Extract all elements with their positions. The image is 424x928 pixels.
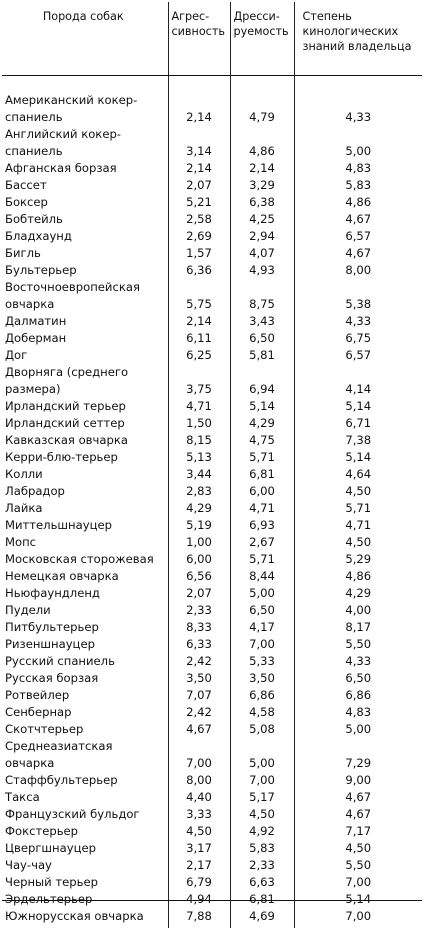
trainability-cell: 5,00	[230, 738, 294, 772]
table-row	[2, 738, 422, 772]
table-row	[2, 789, 422, 806]
header-aggression: Агрес- сивность	[168, 2, 230, 76]
breed-name-cell: Чау-чау	[2, 857, 168, 874]
aggression-cell: 6,33	[168, 636, 230, 653]
trainability-cell: 4,75	[230, 432, 294, 449]
table-row	[2, 330, 422, 347]
aggression-cell: 5,19	[168, 517, 230, 534]
aggression-cell: 5,75	[168, 279, 230, 313]
table-row	[2, 568, 422, 585]
table-row	[2, 619, 422, 636]
owner-knowledge-cell: 5,50	[294, 857, 422, 874]
trainability-cell: 4,86	[230, 126, 294, 160]
table-row	[2, 160, 422, 177]
breed-name-cell: Восточноевропейская овчарка	[2, 279, 168, 313]
owner-knowledge-cell: 6,50	[294, 670, 422, 687]
breed-name-cell: Фокстерьер	[2, 823, 168, 840]
table-row	[2, 194, 422, 211]
table-row	[2, 636, 422, 653]
trainability-cell: 6,81	[230, 891, 294, 908]
table-row	[2, 602, 422, 619]
owner-knowledge-cell: 5,83	[294, 177, 422, 194]
aggression-cell: 2,07	[168, 585, 230, 602]
breed-name-cell: Бобтейль	[2, 211, 168, 228]
aggression-cell: 2,17	[168, 857, 230, 874]
trainability-cell: 5,71	[230, 449, 294, 466]
trainability-cell: 7,00	[230, 772, 294, 789]
aggression-cell: 2,14	[168, 160, 230, 177]
table-row	[2, 857, 422, 874]
owner-knowledge-cell: 4,33	[294, 76, 422, 127]
breed-name-cell: Французский бульдог	[2, 806, 168, 823]
owner-knowledge-cell: 5,00	[294, 721, 422, 738]
trainability-cell: 6,38	[230, 194, 294, 211]
owner-knowledge-cell: 7,00	[294, 874, 422, 891]
trainability-cell: 4,29	[230, 415, 294, 432]
trainability-cell: 4,92	[230, 823, 294, 840]
trainability-cell: 4,69	[230, 908, 294, 928]
trainability-cell: 6,86	[230, 687, 294, 704]
owner-knowledge-cell: 4,83	[294, 704, 422, 721]
trainability-cell: 7,00	[230, 636, 294, 653]
header-row	[2, 2, 422, 76]
aggression-cell: 3,44	[168, 466, 230, 483]
aggression-cell: 6,36	[168, 262, 230, 279]
breed-name-cell: Дворняга (среднего размера)	[2, 364, 168, 398]
table-row	[2, 415, 422, 432]
table-row	[2, 279, 422, 313]
owner-knowledge-cell: 6,71	[294, 415, 422, 432]
owner-knowledge-cell: 4,67	[294, 806, 422, 823]
trainability-cell: 4,50	[230, 806, 294, 823]
table-row	[2, 823, 422, 840]
breed-name-cell: Питбультерьер	[2, 619, 168, 636]
owner-knowledge-cell: 8,00	[294, 262, 422, 279]
table-row	[2, 347, 422, 364]
breed-name-cell: Среднеазиатская овчарка	[2, 738, 168, 772]
aggression-cell: 3,17	[168, 840, 230, 857]
trainability-cell: 3,50	[230, 670, 294, 687]
owner-knowledge-cell: 4,33	[294, 313, 422, 330]
owner-knowledge-cell: 4,67	[294, 789, 422, 806]
owner-knowledge-cell: 5,14	[294, 891, 422, 908]
header-breed: Порода собак	[2, 2, 168, 76]
table-row	[2, 177, 422, 194]
trainability-cell: 6,81	[230, 466, 294, 483]
owner-knowledge-cell: 5,00	[294, 126, 422, 160]
trainability-cell: 6,93	[230, 517, 294, 534]
table-row	[2, 908, 422, 928]
table-row	[2, 466, 422, 483]
breed-name-cell: Эрдельтерьер	[2, 891, 168, 908]
breed-name-cell: Бультерьер	[2, 262, 168, 279]
table-row	[2, 874, 422, 891]
aggression-cell: 7,88	[168, 908, 230, 928]
breed-name-cell: Такса	[2, 789, 168, 806]
aggression-cell: 2,07	[168, 177, 230, 194]
breed-name-cell: Лайка	[2, 500, 168, 517]
trainability-cell: 3,43	[230, 313, 294, 330]
aggression-cell: 4,94	[168, 891, 230, 908]
aggression-cell: 3,14	[168, 126, 230, 160]
aggression-cell: 6,56	[168, 568, 230, 585]
breed-name-cell: Афганская борзая	[2, 160, 168, 177]
breed-name-cell: Московская сторожевая	[2, 551, 168, 568]
aggression-cell: 6,00	[168, 551, 230, 568]
breed-name-cell: Кавказская овчарка	[2, 432, 168, 449]
owner-knowledge-cell: 7,38	[294, 432, 422, 449]
breed-name-cell: Дог	[2, 347, 168, 364]
aggression-cell: 2,42	[168, 653, 230, 670]
owner-knowledge-cell: 4,14	[294, 364, 422, 398]
owner-knowledge-cell: 7,17	[294, 823, 422, 840]
breed-name-cell: Бладхаунд	[2, 228, 168, 245]
trainability-cell: 8,75	[230, 279, 294, 313]
aggression-cell: 7,07	[168, 687, 230, 704]
owner-knowledge-cell: 5,14	[294, 398, 422, 415]
breed-name-cell: Черный терьер	[2, 874, 168, 891]
owner-knowledge-cell: 4,67	[294, 211, 422, 228]
table-row	[2, 262, 422, 279]
owner-knowledge-cell: 4,50	[294, 840, 422, 857]
owner-knowledge-cell: 7,29	[294, 738, 422, 772]
trainability-cell: 4,58	[230, 704, 294, 721]
owner-knowledge-cell: 4,50	[294, 534, 422, 551]
owner-knowledge-cell: 4,64	[294, 466, 422, 483]
owner-knowledge-cell: 5,71	[294, 500, 422, 517]
owner-knowledge-cell: 4,00	[294, 602, 422, 619]
trainability-cell: 5,08	[230, 721, 294, 738]
aggression-cell: 2,58	[168, 211, 230, 228]
trainability-cell: 6,94	[230, 364, 294, 398]
owner-knowledge-cell: 4,86	[294, 568, 422, 585]
owner-knowledge-cell: 4,86	[294, 194, 422, 211]
table-row	[2, 687, 422, 704]
aggression-cell: 6,25	[168, 347, 230, 364]
breed-name-cell: Ризеншнауцер	[2, 636, 168, 653]
table-row	[2, 772, 422, 789]
table-row	[2, 449, 422, 466]
aggression-cell: 2,83	[168, 483, 230, 500]
breed-name-cell: Русский спаниель	[2, 653, 168, 670]
aggression-cell: 6,79	[168, 874, 230, 891]
owner-knowledge-cell: 5,50	[294, 636, 422, 653]
breed-name-cell: Доберман	[2, 330, 168, 347]
breed-name-cell: Бигль	[2, 245, 168, 262]
aggression-cell: 7,00	[168, 738, 230, 772]
owner-knowledge-cell: 4,67	[294, 245, 422, 262]
owner-knowledge-cell: 4,83	[294, 160, 422, 177]
trainability-cell: 4,93	[230, 262, 294, 279]
trainability-cell: 4,79	[230, 76, 294, 127]
trainability-cell: 4,71	[230, 500, 294, 517]
aggression-cell: 5,21	[168, 194, 230, 211]
table-row	[2, 228, 422, 245]
trainability-cell: 5,17	[230, 789, 294, 806]
breed-name-cell: Лабрадор	[2, 483, 168, 500]
table-row	[2, 483, 422, 500]
trainability-cell: 2,14	[230, 160, 294, 177]
trainability-cell: 4,17	[230, 619, 294, 636]
trainability-cell: 4,25	[230, 211, 294, 228]
bottom-rule	[2, 900, 422, 901]
table-row	[2, 670, 422, 687]
table-row	[2, 806, 422, 823]
breed-name-cell: Ньюфаундленд	[2, 585, 168, 602]
aggression-cell: 3,33	[168, 806, 230, 823]
aggression-cell: 8,33	[168, 619, 230, 636]
trainability-cell: 5,81	[230, 347, 294, 364]
trainability-cell: 3,29	[230, 177, 294, 194]
breed-name-cell: Керри-блю-терьер	[2, 449, 168, 466]
aggression-cell: 1,00	[168, 534, 230, 551]
trainability-cell: 5,33	[230, 653, 294, 670]
table-row	[2, 551, 422, 568]
breed-name-cell: Немецкая овчарка	[2, 568, 168, 585]
breed-name-cell: Ротвейлер	[2, 687, 168, 704]
breed-name-cell: Ирландский сеттер	[2, 415, 168, 432]
aggression-cell: 4,50	[168, 823, 230, 840]
aggression-cell: 2,42	[168, 704, 230, 721]
trainability-cell: 6,50	[230, 602, 294, 619]
owner-knowledge-cell: 4,29	[294, 585, 422, 602]
breed-name-cell: Скотчтерьер	[2, 721, 168, 738]
aggression-cell: 4,40	[168, 789, 230, 806]
owner-knowledge-cell: 4,33	[294, 653, 422, 670]
owner-knowledge-cell: 5,29	[294, 551, 422, 568]
table-row	[2, 704, 422, 721]
aggression-cell: 8,00	[168, 772, 230, 789]
table-row	[2, 517, 422, 534]
trainability-cell: 6,00	[230, 483, 294, 500]
trainability-cell: 5,00	[230, 585, 294, 602]
table-row	[2, 245, 422, 262]
breed-name-cell: Американский кокер-спаниель	[2, 76, 168, 127]
breed-name-cell: Пудели	[2, 602, 168, 619]
table-row	[2, 500, 422, 517]
aggression-cell: 8,15	[168, 432, 230, 449]
breed-name-cell: Стаффбультерьер	[2, 772, 168, 789]
aggression-cell: 3,75	[168, 364, 230, 398]
table-row	[2, 585, 422, 602]
table-row	[2, 211, 422, 228]
owner-knowledge-cell: 9,00	[294, 772, 422, 789]
aggression-cell: 4,71	[168, 398, 230, 415]
aggression-cell: 2,69	[168, 228, 230, 245]
owner-knowledge-cell: 6,75	[294, 330, 422, 347]
aggression-cell: 6,11	[168, 330, 230, 347]
breed-name-cell: Цвергшнауцер	[2, 840, 168, 857]
owner-knowledge-cell: 6,86	[294, 687, 422, 704]
table-body	[2, 76, 422, 928]
table-row	[2, 313, 422, 330]
aggression-cell: 5,13	[168, 449, 230, 466]
aggression-cell: 1,57	[168, 245, 230, 262]
owner-knowledge-cell: 6,57	[294, 347, 422, 364]
table-row	[2, 126, 422, 160]
trainability-cell: 6,50	[230, 330, 294, 347]
aggression-cell: 4,67	[168, 721, 230, 738]
breed-name-cell: Южнорусская овчарка	[2, 908, 168, 928]
aggression-cell: 2,14	[168, 76, 230, 127]
breed-name-cell: Далматин	[2, 313, 168, 330]
header-trainability: Дресси- руемость	[230, 2, 294, 76]
aggression-cell: 3,50	[168, 670, 230, 687]
table-row	[2, 432, 422, 449]
trainability-cell: 5,83	[230, 840, 294, 857]
breed-name-cell: Колли	[2, 466, 168, 483]
table-row	[2, 653, 422, 670]
aggression-cell: 1,50	[168, 415, 230, 432]
breed-name-cell: Миттельшнауцер	[2, 517, 168, 534]
aggression-cell: 4,29	[168, 500, 230, 517]
table-row	[2, 398, 422, 415]
breed-name-cell: Английский кокер-спаниель	[2, 126, 168, 160]
owner-knowledge-cell: 4,71	[294, 517, 422, 534]
owner-knowledge-cell: 8,17	[294, 619, 422, 636]
trainability-cell: 4,07	[230, 245, 294, 262]
aggression-cell: 2,14	[168, 313, 230, 330]
owner-knowledge-cell: 5,38	[294, 279, 422, 313]
trainability-cell: 5,71	[230, 551, 294, 568]
trainability-cell: 6,63	[230, 874, 294, 891]
trainability-cell: 2,67	[230, 534, 294, 551]
trainability-cell: 2,33	[230, 857, 294, 874]
breed-name-cell: Бассет	[2, 177, 168, 194]
breed-name-cell: Русская борзая	[2, 670, 168, 687]
trainability-cell: 8,44	[230, 568, 294, 585]
table-row	[2, 840, 422, 857]
trainability-cell: 5,14	[230, 398, 294, 415]
trainability-cell: 2,94	[230, 228, 294, 245]
table-row	[2, 534, 422, 551]
table-row	[2, 76, 422, 127]
owner-knowledge-cell: 4,50	[294, 483, 422, 500]
table-row	[2, 364, 422, 398]
owner-knowledge-cell: 5,14	[294, 449, 422, 466]
header-owner-knowledge: Степень кинологических знаний владельца	[294, 2, 422, 76]
owner-knowledge-cell: 7,00	[294, 908, 422, 928]
breed-name-cell: Мопс	[2, 534, 168, 551]
breed-name-cell: Боксер	[2, 194, 168, 211]
breed-name-cell: Ирландский терьер	[2, 398, 168, 415]
table-row	[2, 721, 422, 738]
dog-breed-table	[2, 2, 422, 928]
aggression-cell: 2,33	[168, 602, 230, 619]
breed-name-cell: Сенбернар	[2, 704, 168, 721]
owner-knowledge-cell: 6,57	[294, 228, 422, 245]
